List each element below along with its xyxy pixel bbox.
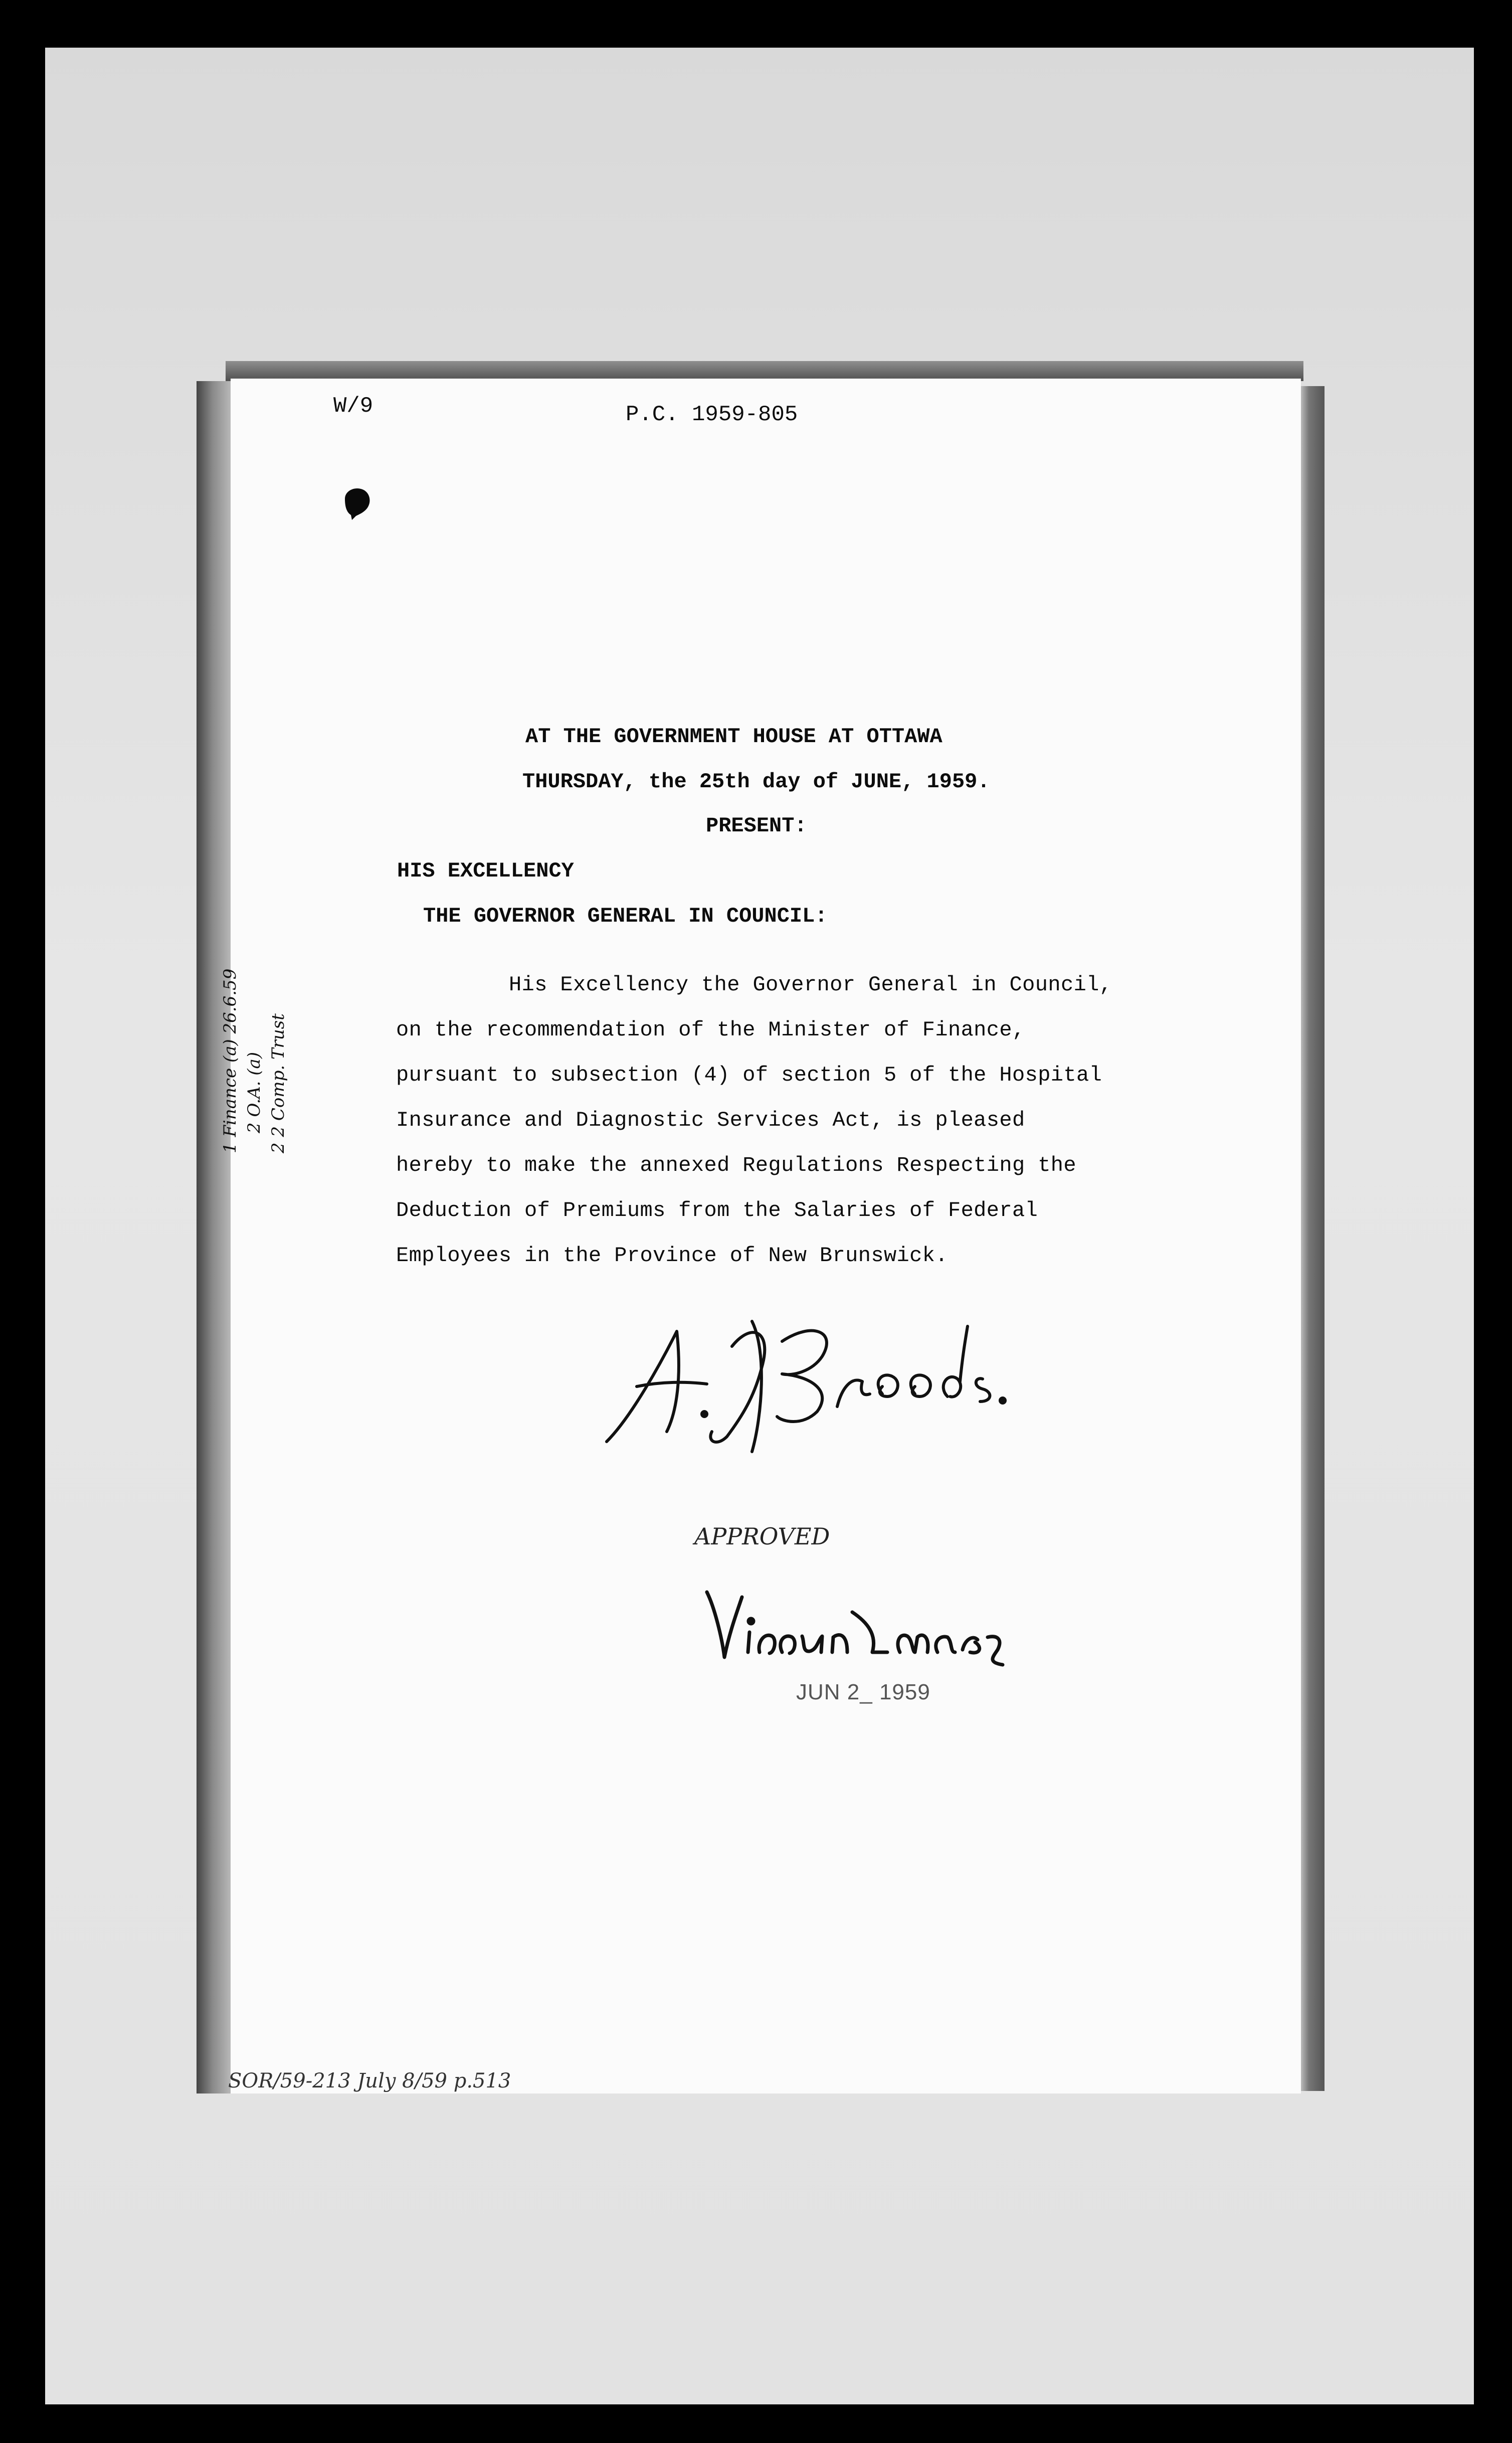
address-line-2: THE GOVERNOR GENERAL IN COUNCIL: xyxy=(423,904,828,928)
vertical-margin-notes xyxy=(201,943,321,1163)
svg-text:2 O.A. (a): 2 O.A. (a) xyxy=(244,1052,264,1133)
svg-text:SOR/59-213 July 8/59 p.513: SOR/59-213 July 8/59 p.513 xyxy=(228,2069,511,2092)
bottom-margin-note xyxy=(226,2063,627,2099)
body-line-7: Employees in the Province of New Brunswick. xyxy=(396,1244,948,1268)
page-top-shadow xyxy=(226,361,1303,381)
ink-blot-icon xyxy=(340,485,375,520)
body-line-5: hereby to make the annexed Regulations Respecting the xyxy=(396,1153,1077,1177)
body-line-1: His Excellency the Governor General in Council, xyxy=(509,973,1112,997)
page-right-shadow xyxy=(1298,386,1325,2091)
svg-text:2 2 Comp. Trust: 2 2 Comp. Trust xyxy=(268,1013,288,1153)
preamble-line-1: AT THE GOVERNMENT HOUSE AT OTTAWA xyxy=(525,725,942,749)
document-page xyxy=(231,379,1301,2093)
page-left-shadow xyxy=(197,381,233,2093)
address-line-1: HIS EXCELLENCY xyxy=(397,859,574,883)
svg-text:1 Finance (a) 26.6.59: 1 Finance (a) 26.6.59 xyxy=(220,968,240,1153)
svg-text:APPROVED: APPROVED xyxy=(694,1523,830,1550)
body-line-6: Deduction of Premiums from the Salaries of Federal xyxy=(396,1198,1038,1223)
body-line-3: pursuant to subsection (4) of section 5 of the Hospital xyxy=(396,1063,1102,1087)
clerk-signature xyxy=(602,1291,1043,1457)
body-line-2: on the recommendation of the Minister of Finance, xyxy=(396,1018,1025,1042)
governor-general-signature xyxy=(702,1577,1013,1672)
approved-label xyxy=(692,1517,842,1552)
order-number: P.C. 1959-805 xyxy=(626,402,798,427)
preamble-line-3: PRESENT: xyxy=(706,814,807,838)
body-line-4: Insurance and Diagnostic Services Act, is pleased xyxy=(396,1108,1025,1132)
preamble-line-2: THURSDAY, the 25th day of JUNE, 1959. xyxy=(522,770,990,794)
approval-date-stamp: JUN 2_ 1959 xyxy=(796,1680,930,1704)
file-mark: W/9 xyxy=(333,394,373,419)
